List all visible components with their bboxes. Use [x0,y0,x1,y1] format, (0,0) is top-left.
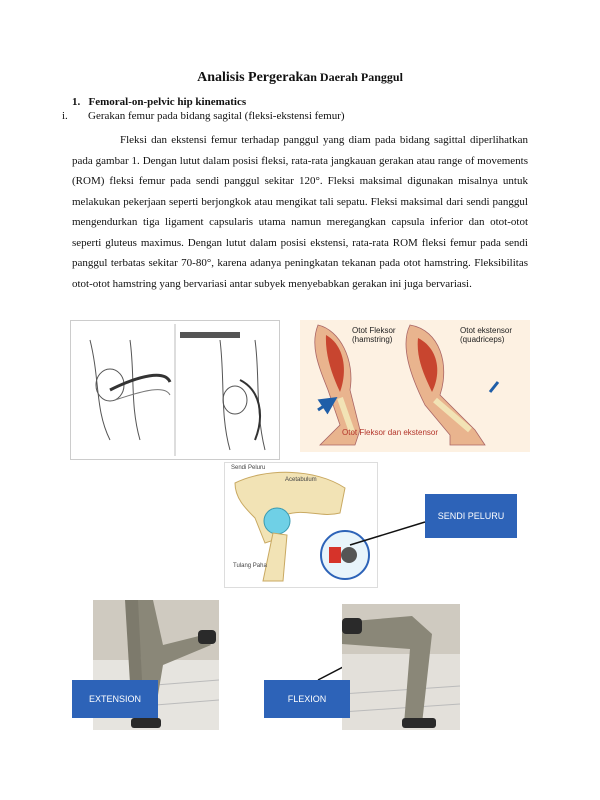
label-sendi: Sendi Peluru [231,465,266,471]
flexion-photo [342,604,460,730]
subsection-title: Gerakan femur pada bidang sagital (fleksi-ekstensi femur) [88,110,345,122]
body-paragraph: Fleksi dan ekstensi femur terhadap panggul yang diam pada bidang sagittal diperlihatkan pada gambar 1. Dengan lutut dalam posisi fleksi, rata-rata jangkauan gerakan atau range of movements (ROM) fleksi femur pada sendi panggul sekitar 120°. Fleksi maksimal digunakan misalnya untuk melakukan pekerjaan seperti berjongkok atau mengikat tali sepatu. Fleksi maksimal dari sendi panggul mengendurkan tiga ligament capsularis utama namun meregangkan capsula inferior dan otot-otot seperti gluteus maximus. Dengan lutut dalam posisi ekstensi, rata-rata ROM fleksi femur pada sendi panggul terbatas sekitar 70-80°, karena adanya peningkatan tekanan pada otot hamstring. Fleksibilitas otot-otot hamstring yang bervariasi antar subyek menyebabkan gerakan ini juga bervariasi. [72,134,528,290]
label-femur: Tulang Paha [233,563,267,569]
title-main: Analisis Pergeraka [197,70,311,85]
flexor-label: Otot Fleksor (hamstring) [352,326,396,344]
extensor-label: Otot ekstensor (quadriceps) [460,326,513,344]
arrow-sendi [350,522,425,545]
section-number: 1. [72,96,81,108]
extension-callout: EXTENSION [72,680,158,718]
title-small: n Daerah Panggul [310,70,403,84]
flexion-photo-svg [342,604,460,730]
muscle-caption: Otot Fleksor dan ekstensor [342,428,439,437]
flexion-callout: FLEXION [264,680,350,718]
section-title: Femoral-on-pelvic hip kinematics [88,96,247,108]
sendi-peluru-callout: SENDI PELURU [425,494,517,538]
subsection-number: i. [62,110,68,122]
label-acetabulum: Acetabulum [285,477,317,483]
